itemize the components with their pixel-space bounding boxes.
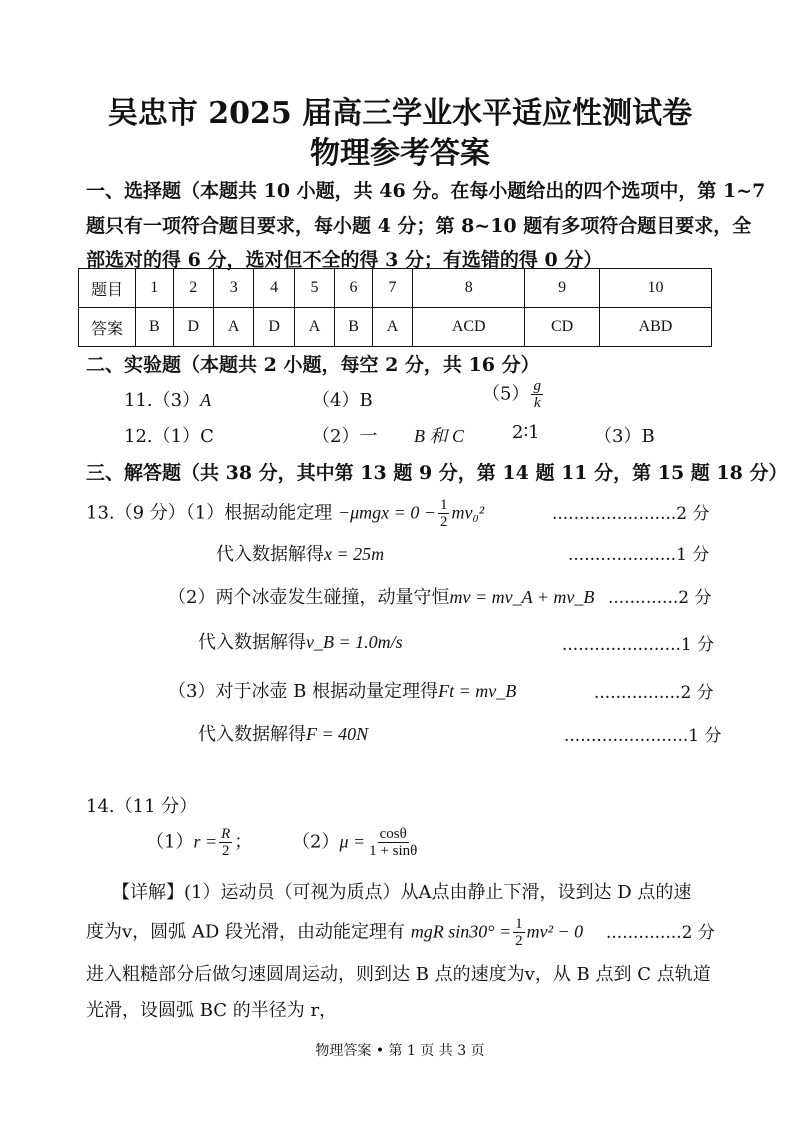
q14-a1-separator: ； <box>234 831 253 853</box>
table-cell: 5 <box>294 269 334 308</box>
table-cell: CD <box>525 308 600 347</box>
table-cell: ACD <box>413 308 525 347</box>
q12-answer-3: （3）B <box>594 426 655 447</box>
q14-answer-1 <box>146 826 252 859</box>
q13-score-6: .......................1 分 <box>564 726 722 746</box>
table-cell: 2 <box>173 269 213 308</box>
document-title: 吴忠市 2025 届高三学业水平适应性测试卷 <box>107 96 693 131</box>
q14-a1-lhs: r = <box>193 831 218 852</box>
q11-answer-5 <box>482 378 545 411</box>
answer-table <box>78 268 712 347</box>
q11-number: 11.（3） <box>124 390 201 411</box>
q13-line6-text: 代入数据解得 <box>198 724 306 745</box>
table-cell: A <box>213 308 253 347</box>
q14-a2-label: （2） <box>292 831 340 853</box>
table-cell: 8 <box>413 269 525 308</box>
fraction-cos-over-sin <box>367 826 419 859</box>
q14-eq-right: mv² − 0 <box>526 921 584 942</box>
fraction-one-half <box>438 497 450 530</box>
table-cell: D <box>254 308 294 347</box>
frac-numerator: cosθ <box>379 826 407 842</box>
document-subtitle: 物理参考答案 <box>310 136 490 171</box>
table-cell: B <box>335 308 373 347</box>
q13-score-5: ................2 分 <box>594 683 714 703</box>
table-cell: 4 <box>254 269 294 308</box>
page-footer: 物理答案 • 第 1 页 共 3 页 <box>315 1043 485 1059</box>
section1-heading-line1: 一、选择题（本题共 10 小题，共 46 分。在每小题给出的四个选项中，第 1~7 <box>86 180 766 202</box>
q13-eq1-right: mv₀² <box>451 502 485 523</box>
frac-denominator: 2 <box>221 843 230 859</box>
table-cell: 6 <box>335 269 373 308</box>
q13-eq4: v_B = 1.0m/s <box>306 632 403 652</box>
table-cell: A <box>372 308 412 347</box>
q13-line6 <box>198 720 368 746</box>
q13-line5 <box>168 677 516 703</box>
table-cell: D <box>173 308 213 347</box>
q14-detail-line1: 【详解】(1）运动员（可视为质点）从A点由静止下滑，设到达 D 点的速 <box>112 882 692 903</box>
q13-score-2: ....................1 分 <box>568 545 710 565</box>
q11-answer-5-label: （5） <box>482 383 530 405</box>
q13-eq1-left: −μmgx = 0 − <box>338 502 436 523</box>
q13-eq5: Ft = mv_B <box>438 681 517 701</box>
frac-numerator: 1 <box>439 497 448 513</box>
q14-detail-line3: 进入粗糙部分后做匀速圆周运动，则到达 B 点的速度为v，从 B 点到 C 点轨道 <box>86 964 711 985</box>
section3-heading: 三、解答题（共 38 分，其中第 13 题 9 分，第 14 题 11 分，第 15 题 18 分） <box>86 462 788 484</box>
table-cell: 7 <box>372 269 412 308</box>
frac-numerator: g <box>533 378 541 394</box>
frac-denominator: 1 + sinθ <box>369 843 418 859</box>
q13-eq3: mv = mv_A + mv_B <box>449 587 595 607</box>
q13-line4 <box>198 628 403 654</box>
q12-answer-2: （2）一 <box>312 426 378 447</box>
q13-score-4: ......................1 分 <box>562 635 715 655</box>
q14-detail-line2 <box>86 916 583 949</box>
q13-line2-text: 代入数据解得 <box>216 544 324 565</box>
frac-denominator: 2 <box>439 514 448 530</box>
table-row-numbers <box>79 269 712 308</box>
q13-eq2: x = 25m <box>324 544 385 564</box>
q12-answer-1: 12.（1）C <box>124 426 214 447</box>
table-cell: 3 <box>213 269 253 308</box>
q13-eq6: F = 40N <box>306 724 369 744</box>
q14-detail-line4: 光滑，设圆弧 BC 的半径为 r， <box>86 1000 338 1021</box>
q14-heading: 14.（11 分） <box>86 796 198 817</box>
table-cell: 1 <box>136 269 174 308</box>
frac-denominator: 2 <box>515 933 523 949</box>
row-head-question: 题目 <box>79 269 136 308</box>
section1-heading-line3: 部选对的得 6 分，选对但不全的得 3 分；有选错的得 0 分） <box>86 249 603 271</box>
q13-line3-text: （2）两个冰壶发生碰撞，动量守恒 <box>168 587 450 608</box>
q12-b-and-c: B 和 C <box>414 426 465 446</box>
q14-a1-label: （1） <box>146 831 194 853</box>
row-head-answer: 答案 <box>79 308 136 347</box>
table-cell: B <box>136 308 174 347</box>
q13-score-1: .......................2 分 <box>552 504 710 524</box>
fraction-r-over-2 <box>219 826 232 859</box>
table-row-answers <box>79 308 712 347</box>
fraction-one-half <box>513 916 525 949</box>
frac-numerator: 1 <box>515 916 523 932</box>
fraction-g-over-k <box>531 378 543 411</box>
q13-line5-text: （3）对于冰壶 B 根据动量定理得 <box>168 681 439 702</box>
frac-numerator: R <box>221 826 231 842</box>
q14-a2-lhs: μ = <box>339 831 366 852</box>
q14-eq-left: mgR sin30° = <box>410 921 512 942</box>
q13-line1 <box>86 497 484 530</box>
q12-ratio: 2∶1 <box>512 422 540 443</box>
q11-label <box>124 386 211 412</box>
q13-line4-text: 代入数据解得 <box>198 632 306 653</box>
section2-heading: 二、实验题（本题共 2 小题，每空 2 分，共 16 分） <box>86 354 540 376</box>
q14-answer-2 <box>292 826 421 859</box>
table-cell: ABD <box>599 308 711 347</box>
table-cell: A <box>294 308 334 347</box>
q13-line1-text: 13.（9 分）（1）根据动能定理 <box>86 502 333 524</box>
q11-answer-3: A <box>200 390 212 410</box>
q14-detail-line2-text: 度为v，圆弧 AD 段光滑，由动能定理有 <box>86 921 406 943</box>
q13-score-3: .............2 分 <box>608 588 712 608</box>
table-cell: 9 <box>525 269 600 308</box>
table-cell: 10 <box>599 269 711 308</box>
section1-heading-line2: 题只有一项符合题目要求，每小题 4 分；第 8~10 题有多项符合题目要求，全 <box>86 215 752 237</box>
frac-denominator: k <box>533 395 541 411</box>
q13-line3 <box>168 583 594 609</box>
q11-answer-4: （4）B <box>312 390 373 411</box>
q14-score-1: ..............2 分 <box>606 923 715 943</box>
q13-line2 <box>216 540 384 566</box>
